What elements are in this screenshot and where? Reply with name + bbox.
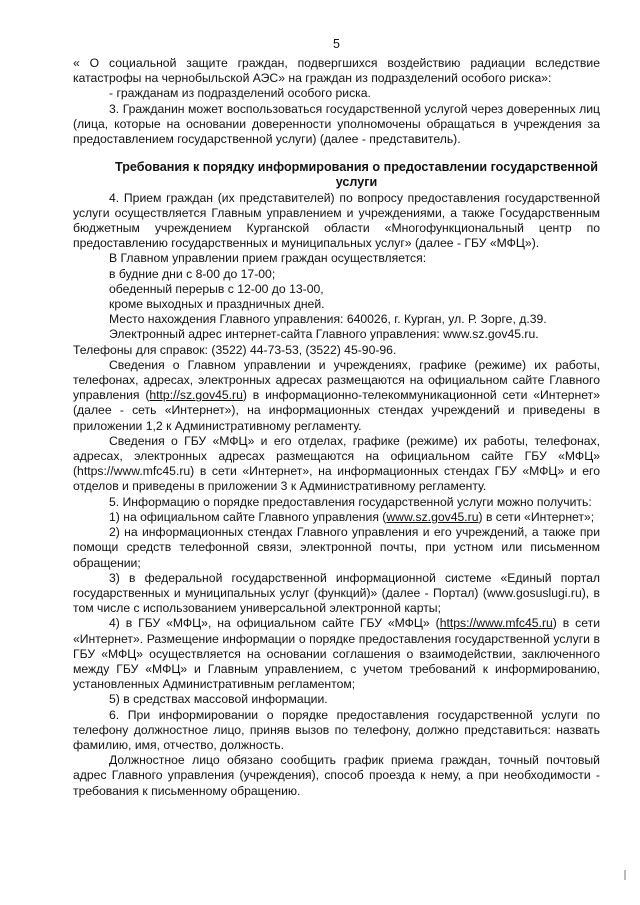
paragraph [73,510,600,525]
document-page [73,36,600,799]
section-heading: Требования к порядку информирования о предоставлении государственной услуги [115,160,598,190]
page-number: 5 [333,37,340,51]
paragraph: « О социальной защите граждан, подвергшихся воздействию радиации вследствие катастрофы на чернобыльской АЭС» на граждан из подразделений особого риска»: [73,56,600,86]
scan-edge-mark [624,870,626,880]
text-segment: ) в информационно-телекоммуникационной сети «Интернет» (далее - сеть «Интернет»), на информационных стендах учреждений и приведены в приложении 1,2 к Административному регламенту. [73,388,600,433]
paragraph: Электронный адрес интернет-сайта Главного управления: www.sz.gov45.ru. [109,327,539,342]
paragraph: 3) в федеральной государственной информационной системе «Единый портал государственных и муниципальных услуг (функций)» (далее - Портал) (www.gosuslugi.ru), в том числе с использованием универсальной электронной карты; [73,570,600,616]
paragraph: 3. Гражданин может воспользоваться государственной услугой через доверенных лиц (лица, которые на основании доверенности уполномочены обращаться в учреждения за предоставлением государственной услуги) (далее - представитель). [73,101,600,147]
paragraph: - гражданам из подразделений особого риска. [109,86,371,101]
paragraph: Должностное лицо обязано сообщить график приема граждан, точный почтовый адрес Главного управления (учреждения), способ проезда к нему, а при необходимости - требования к письменному обращению. [73,753,600,798]
paragraph: в будние дни с 8-00 до 17-00; [109,266,276,281]
paragraph: обеденный перерыв с 12-00 до 13-00, [109,281,324,296]
paragraph: кроме выходных и праздничных дней. [109,297,325,312]
paragraph: В Главном управлении прием граждан осуществляется: [109,251,427,266]
paragraph: 5) в средствах массовой информации. [109,692,328,707]
text-segment: 4) в ГБУ «МФЦ», на официальном сайте ГБУ «МФЦ» ( [109,616,440,631]
paragraph: 4. Прием граждан (их представителей) по вопросу предоставления государственной услуги осуществляется Главным управлением и учреждениями, а также Государственным бюджетным учреждением Курганской области «Многофункциональный центр по предоставлению государственных и муниципальных услуг» (далее - ГБУ «МФЦ»). [73,190,600,251]
paragraph: Место нахождения Главного управления: 640026, г. Курган, ул. Р. Зорге, д.39. [109,312,547,327]
site-link[interactable]: https://www.mfc45.ru [439,616,553,631]
paragraph: Сведения о ГБУ «МФЦ» и его отделах, графике (режиме) их работы, телефонах, адресах, электронных адресах размещаются на официальном сайте ГБУ «МФЦ» (https://www.mfc45.ru) в сети «Интернет», на информационных стендах ГБУ «МФЦ» и его отделов и приведены в приложении 3 к Административному регламенту. [73,433,600,494]
paragraph [73,616,600,692]
intro-section [73,56,600,147]
body-section [73,191,600,799]
paragraph: 5. Информацию о порядке предоставления государственной услуги можно получить: [109,494,592,509]
text-segment: 1) на официальном сайте Главного управления ( [109,509,387,524]
paragraph [73,358,600,434]
text-segment: ) в сети «Интернет». Размещение информации о порядке предоставления государственной услуги в ГБУ «МФЦ» осуществляется на основании соглашения о взаимодействии, заключенного между ГБУ «МФЦ» и Главным управлением, с учетом требований к информированию, установленных Административным регламентом; [73,616,600,692]
paragraph: 6. При информировании о порядке предоставления государственной услуги по телефону должностное лицо, приняв вызов по телефону, должно представиться: назвать фамилию, имя, отчество, должность. [73,707,600,752]
paragraph: 2) на информационных стендах Главного управления и его учреждений, а также при помощи средств телефонной связи, электронной почты, при устном или письменном обращении; [73,525,600,570]
site-link[interactable]: www.sz.gov45.ru [386,509,479,524]
text-segment: Сведения о Главном управлении и учреждениях, графике (режиме) их работы, телефонах, адресах, электронных адресах размещаются на официальном сайте Главного управления ( [73,357,600,403]
text-segment: ) в сети «Интернет»; [478,509,595,524]
paragraph: Телефоны для справок: (3522) 44-73-53, (3522) 45-90-96. [73,342,397,357]
site-link[interactable]: http://sz.gov45.ru [149,388,243,403]
